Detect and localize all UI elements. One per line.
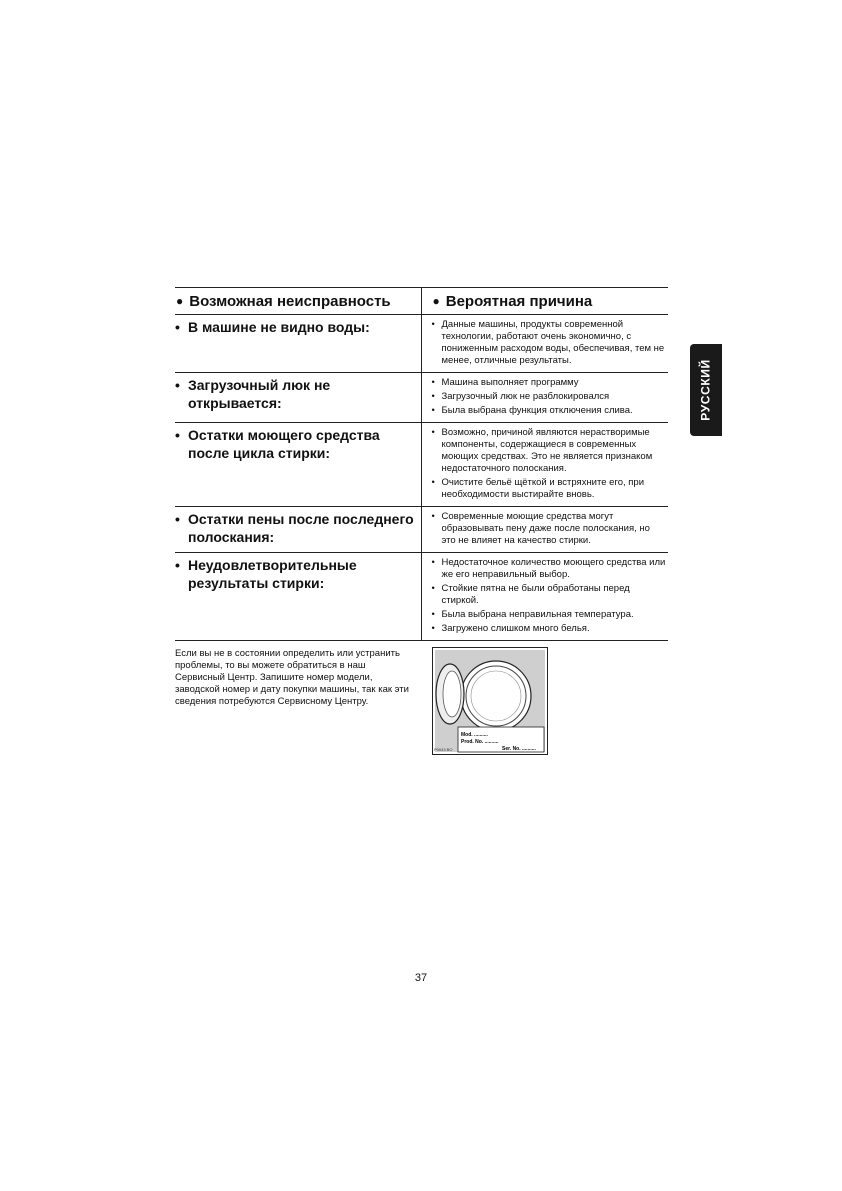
header-problem	[175, 288, 421, 315]
bullet-icon: •	[431, 427, 435, 438]
door-glass	[443, 671, 461, 717]
cause-text: Стойкие пятна не были обработаны перед стиркой.	[441, 583, 630, 606]
cause-text: Машина выполняет программу	[441, 377, 579, 388]
table-header-row	[175, 288, 668, 315]
table-row	[175, 507, 668, 553]
table-row	[175, 315, 668, 373]
bullet-icon: •	[431, 319, 435, 330]
rating-plate-mod: Mod. ..........	[461, 732, 488, 738]
problem-text: Загрузочный люк не открывается:	[188, 377, 331, 411]
drum-opening	[466, 666, 526, 726]
cause-text: Очистите бельё щёткой и встряхните его, при необходимости выстирайте вновь.	[441, 477, 644, 500]
cause-text: Загрузочный люк не разблокировался	[441, 391, 610, 402]
troubleshooting-table	[175, 287, 668, 641]
cause-cell	[421, 373, 668, 423]
bullet-icon: •	[431, 377, 435, 388]
problem-cell	[175, 507, 421, 553]
table-row	[175, 373, 668, 423]
washing-machine-illustration	[432, 647, 548, 755]
bullet-icon: •	[175, 427, 180, 443]
problem-text: В машине не видно воды:	[188, 319, 370, 335]
service-center-note: Если вы не в состоянии определить или устранить проблемы, то вы можете обратиться в наш Сервисный Центр. Запишите номер модели, заводской номер и дату покупки машины, так как эти сведения потребуются Сервисному Центру.	[175, 648, 409, 707]
problem-cell	[175, 423, 421, 507]
rating-plate-serial: Ser. No. ..........	[502, 746, 536, 752]
bullet-icon: •	[175, 557, 180, 573]
table-row	[175, 553, 668, 641]
header-cause-label: Вероятная причина	[445, 292, 593, 310]
cause-cell	[421, 315, 668, 373]
problem-text: Остатки пены после последнего полоскания:	[188, 511, 414, 545]
rating-plate-prod: Prod. No. ..........	[461, 739, 499, 745]
cause-text: Была выбрана функция отключения слива.	[441, 405, 633, 416]
cause-text: Современные моющие средства могут образовывать пену даже после полоскания, но это не влияет на качество стирки.	[441, 511, 650, 546]
problem-text: Остатки моющего средства после цикла стирки:	[188, 427, 380, 461]
bullet-icon: ●	[432, 294, 440, 308]
cause-text: Была выбрана неправильная температура.	[441, 609, 634, 620]
header-problem-label: Возможная неисправность	[189, 292, 391, 310]
page-number: 37	[414, 972, 428, 984]
header-cause	[421, 288, 668, 315]
problem-cell	[175, 315, 421, 373]
cause-cell	[421, 553, 668, 641]
bullet-icon: •	[431, 477, 435, 488]
cause-cell	[421, 507, 668, 553]
bullet-icon: •	[431, 623, 435, 634]
bullet-icon: •	[431, 609, 435, 620]
bullet-icon: •	[175, 377, 180, 393]
cause-cell	[421, 423, 668, 507]
bullet-icon: •	[431, 583, 435, 594]
bullet-icon: •	[431, 511, 435, 522]
bullet-icon: •	[431, 391, 435, 402]
language-tab	[690, 344, 722, 436]
bullet-icon: •	[175, 319, 180, 335]
language-tab-label: РУССКИЙ	[699, 359, 714, 421]
problem-text: Неудовлетворительные результаты стирки:	[188, 557, 357, 591]
bullet-icon: •	[175, 511, 180, 527]
bullet-icon: •	[431, 405, 435, 416]
table-row	[175, 423, 668, 507]
bullet-icon: •	[431, 557, 435, 568]
illustration-code: P0043 BO	[434, 747, 453, 752]
problem-cell	[175, 373, 421, 423]
cause-text: Возможно, причиной являются нерастворимые компоненты, содержащиеся в современных моющих средствах. Это не является признаком недостаточного полоскания.	[441, 427, 653, 474]
bullet-icon: ●	[176, 294, 184, 308]
problem-cell	[175, 553, 421, 641]
cause-text: Недостаточное количество моющего средства или же его неправильный выбор.	[441, 557, 666, 580]
cause-text: Загружено слишком много белья.	[441, 623, 590, 634]
cause-text: Данные машины, продукты современной технологии, работают очень экономично, с пониженным расходом воды, обеспечивая, тем не менее, отличные результаты.	[441, 319, 665, 366]
